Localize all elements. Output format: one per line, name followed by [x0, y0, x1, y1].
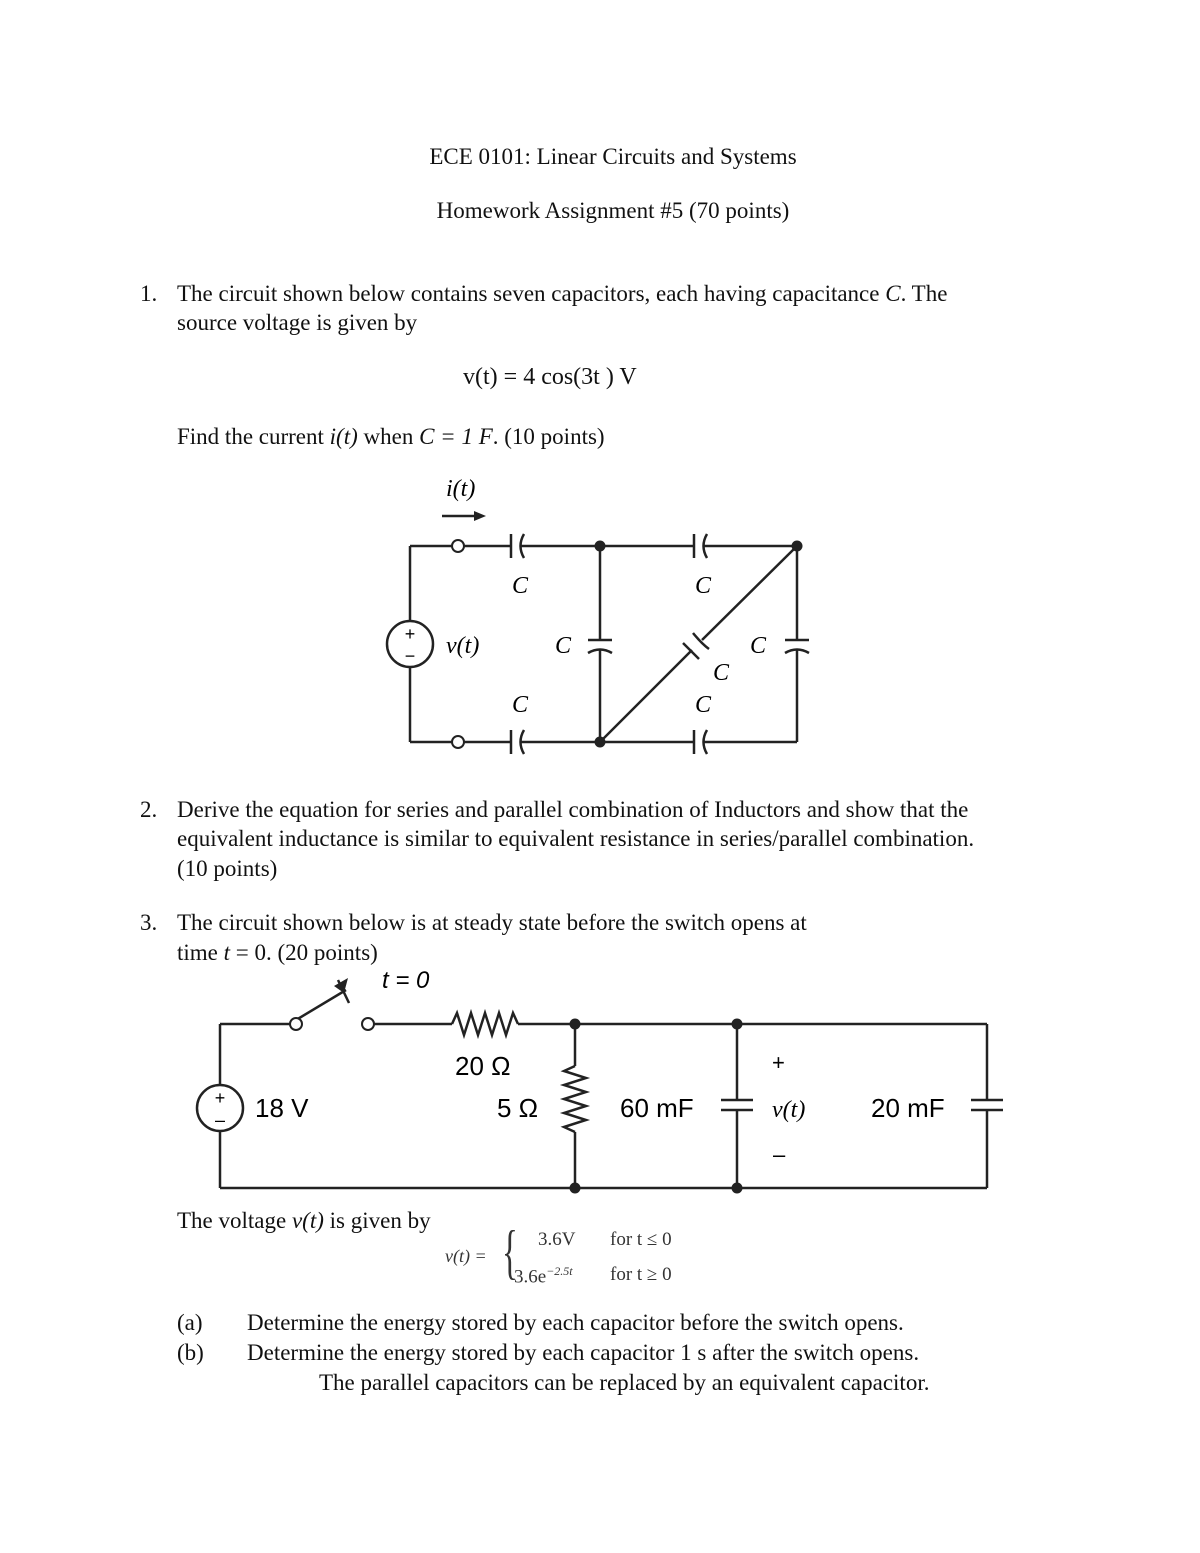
cap-label-right: C: [750, 633, 767, 659]
cap-label-middle: C: [555, 633, 572, 659]
q1-line2: source voltage is given by: [177, 310, 418, 335]
v-plus-label: +: [772, 1050, 785, 1075]
r2-label: 5 Ω: [497, 1093, 539, 1123]
switch-terminal-right: [362, 1018, 374, 1030]
cap-label-top-right: C: [695, 573, 712, 599]
current-label: i(t): [446, 476, 476, 502]
hint-text: The parallel capacitors can be replaced by an equivalent capacitor.: [319, 1370, 930, 1395]
q1-find-current: i(t): [329, 424, 358, 449]
node-dot: [570, 1183, 581, 1194]
q2-line3: (10 points): [177, 856, 278, 881]
q3-number: 3.: [140, 910, 158, 935]
node-dot: [732, 1183, 743, 1194]
assignment-title: Homework Assignment #5 (70 points): [436, 198, 790, 223]
source-minus: −: [404, 646, 416, 666]
rc-circuit-diagram: [180, 962, 1020, 1206]
q2-number: 2.: [140, 797, 158, 822]
terminal-top: [452, 540, 464, 552]
q3-line1: The circuit shown below is at steady state before the switch opens at: [177, 910, 807, 935]
case1-condition: for t ≤ 0: [610, 1229, 672, 1250]
q1-number: 1.: [140, 281, 158, 306]
q2-line2: equivalent inductance is similar to equivalent resistance in series/parallel combination.: [177, 826, 975, 851]
part-a-text: Determine the energy stored by each capacitor before the switch opens.: [247, 1310, 904, 1335]
c1-label: 60 mF: [620, 1093, 694, 1123]
node-dot: [595, 737, 606, 748]
source-voltage-label: 18 V: [255, 1093, 309, 1123]
case1-value: 3.6V: [538, 1229, 576, 1250]
q2-line1: Derive the equation for series and parallel combination of Inductors and show that the: [177, 797, 969, 822]
course-title: ECE 0101: Linear Circuits and Systems: [429, 144, 797, 169]
piecewise-lhs: v(t) =: [445, 1246, 487, 1266]
q3-line2-end: = 0. (20 points): [230, 940, 378, 965]
q1-equation: v(t) = 4 cos(3t ) V: [463, 364, 637, 390]
node-dot: [570, 1019, 581, 1030]
dc-source-plus: +: [214, 1088, 226, 1108]
cap-label-diagonal: C: [713, 660, 730, 686]
node-dot: [732, 1019, 743, 1030]
q1-cap-symbol: C: [885, 281, 901, 306]
switch-time-label: t = 0: [382, 967, 430, 994]
q1-find-condition: C = 1 F: [419, 424, 493, 449]
case2-exponent: −2.5t: [546, 1264, 573, 1278]
q1-find-when: when: [357, 424, 420, 449]
source-plus: +: [404, 624, 416, 644]
current-arrow-icon: [474, 511, 486, 521]
q3-time-var: t: [223, 940, 231, 965]
switch-terminal-left: [290, 1018, 302, 1030]
node-dot: [792, 541, 803, 552]
case2-condition: for t ≥ 0: [610, 1264, 672, 1285]
piecewise-brace: {: [502, 1219, 518, 1285]
node-dot: [595, 541, 606, 552]
q1-find-text: Find the current: [177, 424, 330, 449]
voltage-intro-end: is given by: [323, 1208, 431, 1233]
part-a-label: (a): [177, 1310, 203, 1335]
dc-source-minus: –: [214, 1110, 226, 1130]
q1-line1: [177, 279, 947, 309]
voltage-intro-text: The voltage: [177, 1208, 292, 1233]
q1-line1-end: . The: [900, 281, 948, 306]
v-label: v(t): [772, 1097, 806, 1123]
cap-label-bottom-left: C: [512, 692, 529, 718]
r1-label: 20 Ω: [455, 1051, 511, 1081]
terminal-bottom: [452, 736, 464, 748]
c2-label: 20 mF: [871, 1093, 945, 1123]
q3-line2-text: time: [177, 940, 224, 965]
part-b-label: (b): [177, 1340, 204, 1365]
q1-find-line: [177, 422, 605, 452]
case2-base: 3.6e: [514, 1266, 547, 1288]
case2-value: [514, 1264, 573, 1288]
capacitor-circuit-diagram: [370, 470, 830, 760]
source-label: v(t): [446, 633, 480, 659]
q1-line1-text: The circuit shown below contains seven capacitors, each having capacitance: [177, 281, 886, 306]
v-minus-label: –: [773, 1142, 786, 1167]
voltage-intro-var: v(t): [291, 1208, 324, 1233]
cap-label-top-left: C: [512, 573, 529, 599]
voltage-intro: [177, 1206, 431, 1236]
cap-label-bottom-right: C: [695, 692, 712, 718]
part-b-text: Determine the energy stored by each capacitor 1 s after the switch opens.: [247, 1340, 920, 1365]
q1-find-points: . (10 points): [492, 424, 605, 449]
